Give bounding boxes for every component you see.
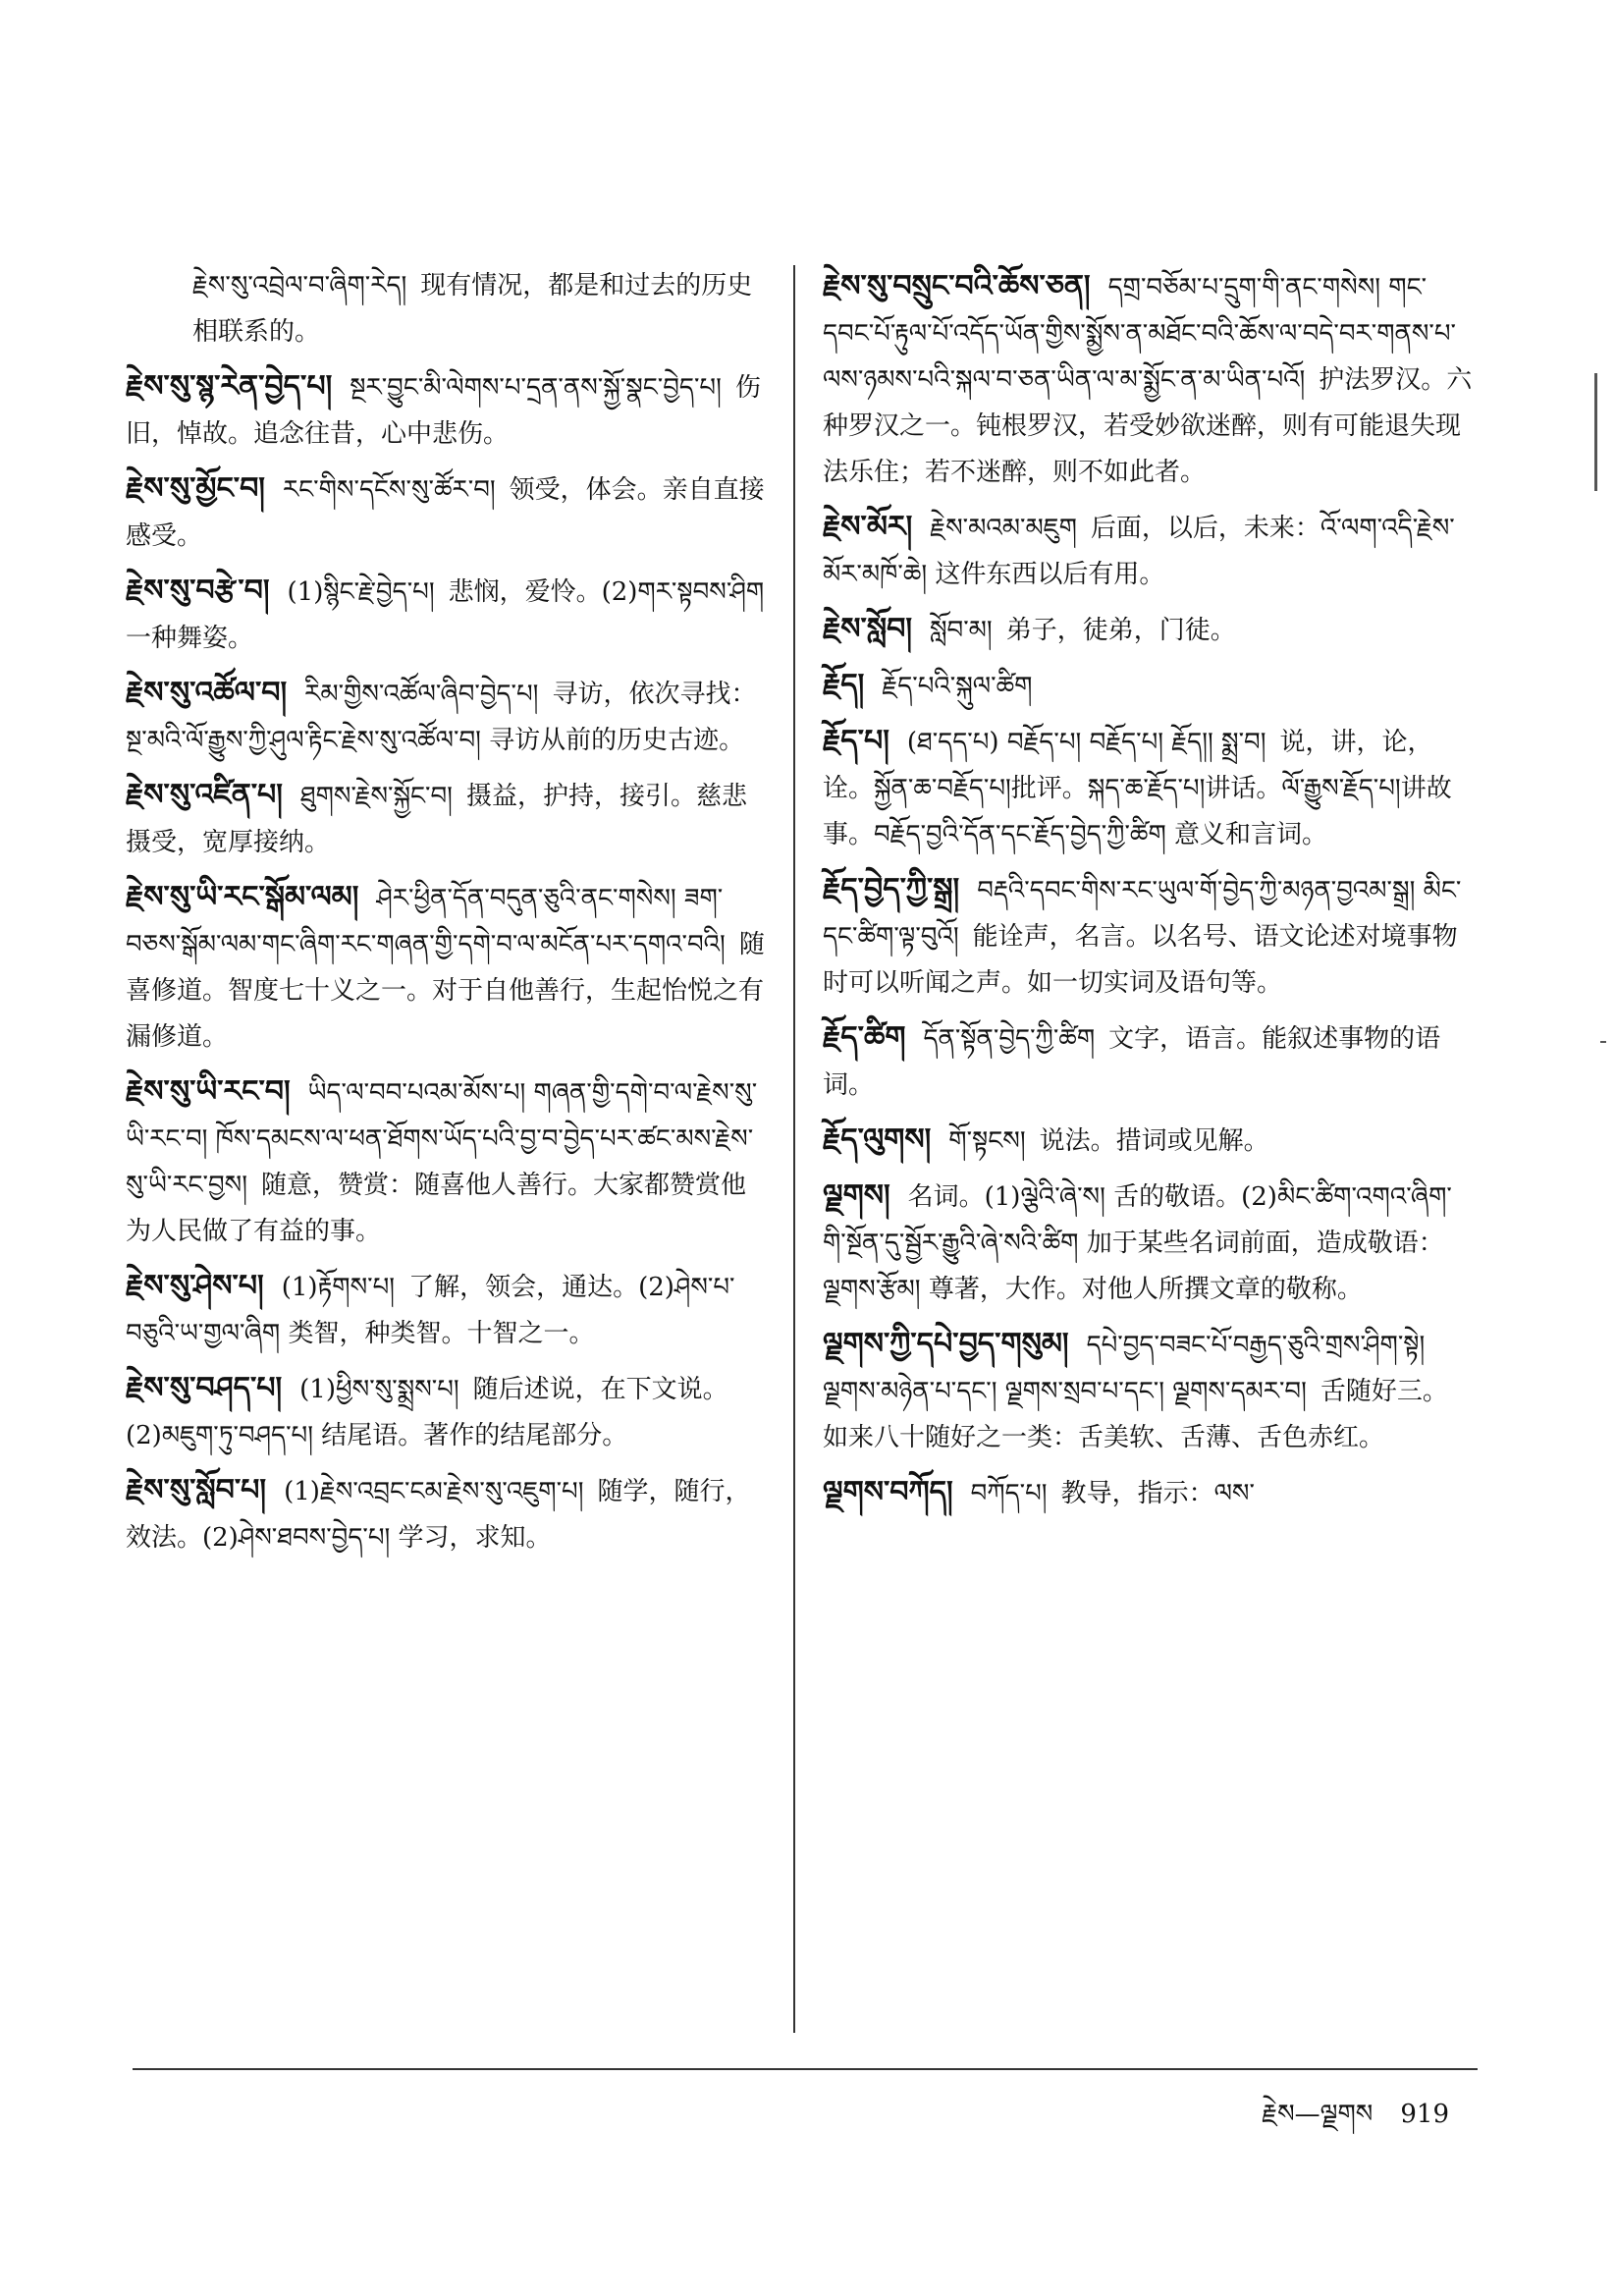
entry-range: རྗེས—ལྗགས — [1262, 2100, 1374, 2129]
entry-chinese-definition: 说法。措词或见解。 — [1039, 1126, 1269, 1156]
entry-headword: རྗེས་སུ་ཡི་རང་སྒོམ་ལམ། — [126, 880, 359, 914]
entry-headword: རྗོད་ལུགས། — [823, 1122, 932, 1157]
entry-chinese-definition: 了解，领会，通达。(2)ཤེས་པ་བཅུའི་ཡ་གྱལ་ཞིག 类智，种类智。十智之一。 — [126, 1273, 735, 1348]
dictionary-entry — [126, 568, 766, 662]
dictionary-entry — [823, 662, 1473, 710]
dictionary-entry — [126, 1365, 766, 1459]
entry-chinese-definition: 随学，随行，效法。(2)ཤེས་ཐབས་བྱེད་པ། 学习，求知。 — [126, 1477, 751, 1553]
dictionary-entry — [126, 874, 766, 1061]
entry-headword: རྗེས་སུ་ཤེས་པ། — [126, 1269, 264, 1303]
dictionary-entry — [126, 363, 766, 458]
entry-chinese-definition: 护法罗汉。六种罗汉之一。钝根罗汉，若受妙欲迷醉，则有可能退失现法乐住；若不迷醉，则不如此者。 — [823, 365, 1473, 487]
entry-tibetan-definition: རིམ་གྱིས་འཚོལ་ཞིབ་བྱེད་པ། — [304, 680, 539, 709]
entry-tibetan-definition: (1)རྗེས་འབྲང་ངམ་རྗེས་སུ་འཇུག་པ། — [284, 1477, 584, 1506]
entry-chinese-definition: 弟子，徒弟，门徒。 — [1005, 616, 1236, 645]
dictionary-entry — [823, 718, 1473, 858]
entry-tibetan-definition: རྗོད་པའི་སྐུལ་ཚིག — [882, 672, 1033, 701]
entry-chinese-definition: 悲悯，爱怜。(2)གར་སྟབས་ཤིག 一种舞姿。 — [126, 577, 765, 653]
entry-chinese-definition: 说，讲，论，诠。སྐྱོན་ཆ་བརྗོད་པ།批评。སྐད་ཆ་རྗོད་པ།讲话。ལོ་རྒྱུས་རྗོད་པ།讲故事。བརྗོད་བྱའི་དོན་དང་རྗོད་བྱེད་ཀྱི་ཚིག 意义和言词。 — [823, 728, 1452, 849]
scan-edge-mark — [1594, 373, 1597, 491]
dictionary-entry — [823, 606, 1473, 654]
column-divider — [793, 265, 795, 2033]
entry-chinese-definition: 伤旧，悼故。追念往昔，心中悲伤。 — [126, 373, 761, 449]
dictionary-entry — [126, 670, 766, 764]
dictionary-entry — [823, 504, 1473, 598]
entry-headword: རྗེས་སུ་བརྩེ་བ། — [126, 574, 270, 608]
page-number: 919 — [1400, 2100, 1449, 2129]
entry-tibetan-definition: (1)ཕྱིས་སུ་སྨྲས་པ། — [299, 1375, 459, 1404]
entry-tibetan-definition: དཔེ་བྱད་བཟང་པོ་བརྒྱད་ཅུའི་གྲས་ཤིག་སྟེ། ལྗགས་མཉེན་པ་དང་། ལྗགས་སྲབ་པ་དང་། ལྗགས་དམར་བ། — [823, 1331, 1426, 1406]
dictionary-entry — [126, 1467, 766, 1561]
entry-chinese-definition: 现有情况，都是和过去的历史相联系的。 — [192, 271, 753, 347]
entry-tibetan-definition: (1)རྟོགས་པ། — [281, 1273, 396, 1302]
dictionary-entry — [823, 1014, 1473, 1109]
entry-chinese-definition: 后面，以后，未来：འོ་ལག་འདི་རྗེས་མོར་མཁོ་ཆེ། 这件东西以后有用。 — [823, 514, 1455, 589]
entry-tibetan-definition: ཐུགས་རྗེས་སྐྱོང་བ། — [299, 782, 453, 811]
right-column — [823, 263, 1473, 1525]
entry-headword: རྗོད་པ། — [823, 724, 889, 758]
dictionary-entry — [823, 1321, 1473, 1461]
entry-headword: རྗེས་སུ་སློབ་པ། — [126, 1473, 267, 1507]
entry-tibetan-definition: སློབ་མ། — [930, 616, 993, 645]
entry-tibetan-definition: བརྡའི་དབང་གིས་རང་ཡུལ་གོ་བྱེད་ཀྱི་མཉན་བྱའམ་སྒྲ། མིང་དང་ཚིག་ལྟ་བུའོ། — [823, 876, 1462, 952]
entry-tibetan-definition: (1)སྙིང་རྗེ་བྱེད་པ། — [287, 577, 435, 607]
entry-headword: རྗོད་ཚིག — [823, 1020, 906, 1055]
entry-headword: ལྗགས་ཀྱི་དཔེ་བྱད་གསུམ། — [823, 1327, 1069, 1361]
entry-chinese-definition: 舌随好三。如来八十随好之一类：舌美软、舌薄、舌色赤红。 — [823, 1377, 1448, 1452]
entry-chinese-definition: 随喜修道。智度七十义之一。对于自他善行，生起怡悦之有漏修道。 — [126, 930, 765, 1052]
entry-headword: རྗེས་སློབ། — [823, 612, 912, 646]
entry-chinese-definition: 能诠声，名言。以名号、语文论述对境事物时可以听闻之声。如一切实词及语句等。 — [823, 922, 1458, 998]
entry-tibetan-definition: རྗེས་མའམ་མཇུག — [930, 514, 1077, 543]
dictionary-entry — [126, 772, 766, 866]
entry-tibetan-definition: དོན་སྟོན་བྱེད་ཀྱི་ཚིག — [923, 1024, 1096, 1054]
entry-headword: རྗེས་མོར། — [823, 510, 913, 544]
entry-headword: ལྗགས། — [823, 1178, 890, 1213]
entry-tibetan-definition: བཀོད་པ། — [970, 1479, 1048, 1508]
dictionary-entry — [126, 263, 766, 355]
entry-chinese-definition: 领受，体会。亲自直接感受。 — [126, 475, 765, 551]
entry-chinese-definition: 寻访，依次寻找：སྔ་མའི་ལོ་རྒྱུས་ཀྱི་ཤུལ་རྟིང་རྗེས་སུ་འཚོལ་བ། 寻访从前的历史古迹。 — [126, 680, 757, 755]
entry-tibetan-definition: (ཐ་དད་པ) བརྗོད་པ། བརྗོད་པ། རྗོད།། སྨྲ་བ། — [906, 728, 1266, 757]
entry-headword: ལྗགས་བཀོད། — [823, 1475, 953, 1509]
page-footer — [1262, 2086, 1449, 2158]
entry-tibetan-definition: རང་གིས་དངོས་སུ་ཚོར་བ། — [282, 475, 496, 505]
scan-edge-mark — [1600, 1041, 1606, 1043]
dictionary-entry — [126, 1263, 766, 1357]
entry-headword: རྗེས་སུ་བསྲུང་བའི་ཆོས་ཅན། — [823, 269, 1091, 303]
entry-chinese-definition: 摄益，护持，接引。慈悲摄受，宽厚接纳。 — [126, 782, 747, 857]
footer-rule — [133, 2068, 1478, 2070]
entry-headword: རྗེས་སུ་ཡི་རང་བ། — [126, 1074, 291, 1109]
entry-chinese-definition: 教导，指示：ལས་ — [1060, 1479, 1255, 1508]
dictionary-entry — [823, 1117, 1473, 1165]
entry-headword: རྗོད་བྱེད་ཀྱི་སྒྲ། — [823, 872, 960, 906]
entry-chinese-definition: 随后述说，在下文说。(2)མཇུག་ཏུ་བཤད་པ། 结尾语。著作的结尾部分。 — [126, 1375, 728, 1450]
entry-tibetan-definition: དགྲ་བཅོམ་པ་དྲུག་གི་ནང་གསེས། གང་དབང་པོ་རྟུལ་པོ་འདོད་ཡོན་གྱིས་སྨྱོས་ན་མཐོང་བའི་ཆོས་ལ་བདེ་བར་གནས་པ་ལས་ཉམས་པའི་སྐལ་བ་ཅན་ཡིན་ལ་མ་སྨྱོང་ན་མ་ཡིན་པའོ། — [823, 273, 1456, 395]
dictionary-entry — [126, 465, 766, 560]
entry-chinese-definition: 名词。(1)ལྕེའི་ཞེ་ས། 舌的敬语。(2)མིང་ཚིག་འགའ་ཞིག་གི་སྔོན་དུ་སྦྱོར་རྒྱུའི་ཞེ་སའི་ཚིག 加于某些名词前面，造成敬语：ལྗགས་རྩོམ། 尊著，大作。对他人所撰文章的敬称。 — [823, 1182, 1452, 1304]
entry-headword: རྗེས་སུ་སྙ་རེན་བྱེད་པ། — [126, 369, 333, 404]
entry-tibetan-definition: སྔར་བྱུང་མི་ལེགས་པ་དྲན་ནས་སྐྱོ་སྣང་བྱེད་པ། — [350, 373, 722, 403]
entry-chinese-definition: 文字，语言。能叙述事物的语词。 — [823, 1024, 1441, 1100]
entry-tibetan-definition: ཤེར་ཕྱིན་དོན་བདུན་ཅུའི་ནང་གསེས། ཟག་བཅས་སྒོམ་ལམ་གང་ཞིག་རང་གཞན་གྱི་དགེ་བ་ལ་མངོན་པར་དགའ་བའི། — [126, 884, 726, 959]
dictionary-entry — [823, 263, 1473, 496]
entry-tibetan-definition: གོ་སྟངས། — [948, 1126, 1026, 1156]
entry-tibetan-definition: རྗེས་སུ་འབྲེལ་བ་ཞིག་རེད། — [192, 271, 407, 301]
dictionary-entry — [823, 1469, 1473, 1517]
entry-headword: རྗོད། — [823, 668, 865, 702]
left-column — [126, 263, 766, 1569]
dictionary-entry — [823, 866, 1473, 1007]
entry-headword: རྗེས་སུ་འཛིན་པ། — [126, 778, 283, 812]
entry-chinese-definition: 随意，赞赏：随喜他人善行。大家都赞赏他为人民做了有益的事。 — [126, 1171, 746, 1246]
entry-headword: རྗེས་སུ་བཤད་པ། — [126, 1371, 283, 1405]
entry-tibetan-definition: ཡིད་ལ་བབ་པའམ་མོས་པ། གཞན་གྱི་དགེ་བ་ལ་རྗེས་སུ་ཡི་རང་བ། ཁོས་དམངས་ལ་ཕན་ཐོགས་ཡོད་པའི་བྱ་བ་བྱེད་པར་ཚང་མས་རྗེས་སུ་ཡི་རང་བྱས། — [126, 1078, 758, 1200]
entry-headword: རྗེས་སུ་འཚོལ་བ། — [126, 676, 288, 710]
dictionary-entry — [126, 1068, 766, 1255]
entry-headword: རྗེས་སུ་མྱོང་བ། — [126, 471, 265, 506]
dictionary-entry — [823, 1173, 1473, 1313]
